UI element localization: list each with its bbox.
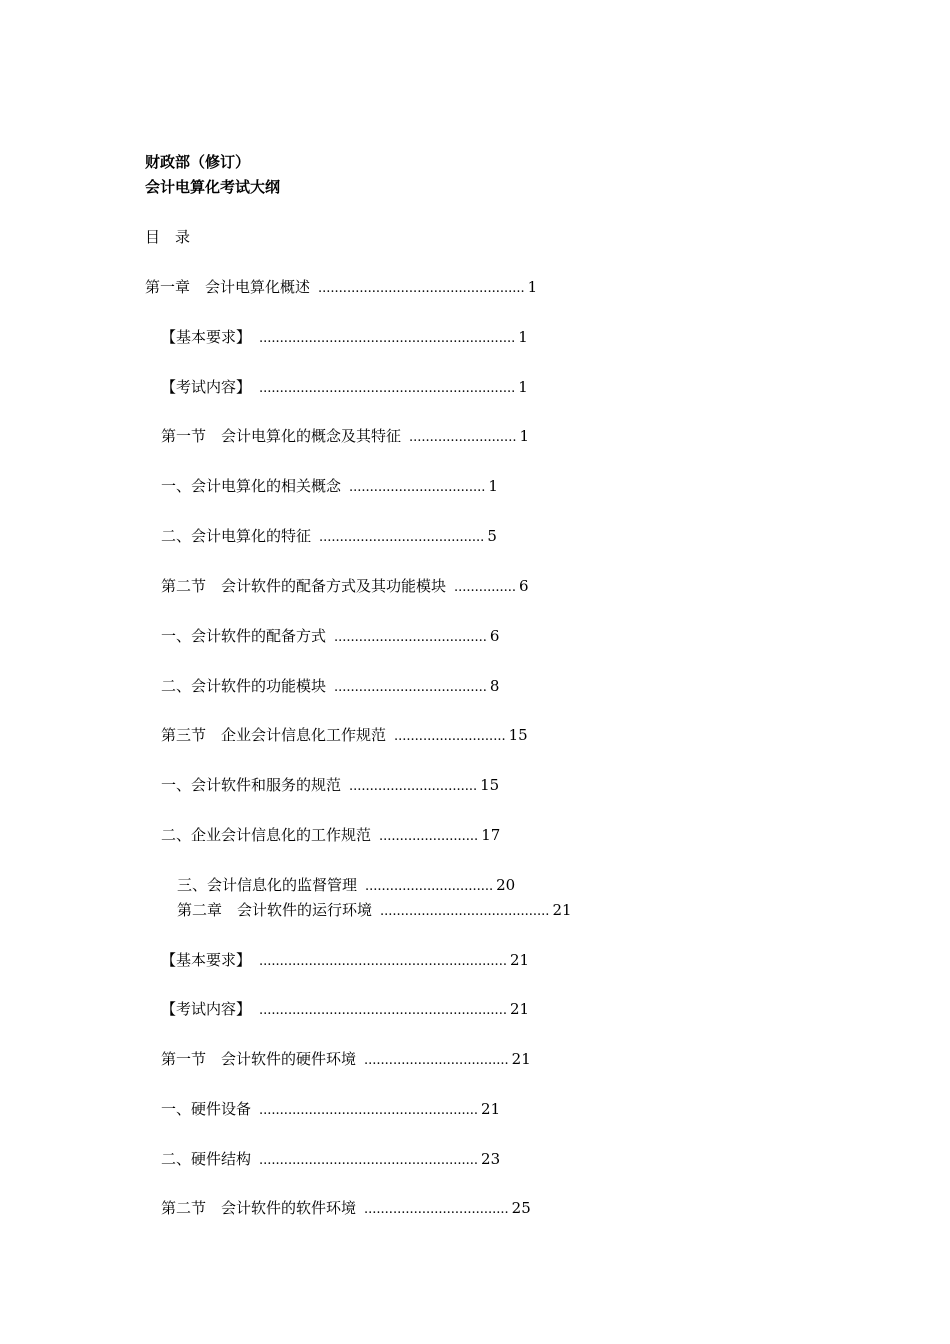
toc-leader-dots: ........................... [394, 729, 506, 744]
toc-entry-section[interactable] [161, 1049, 531, 1071]
toc-entry-chapter[interactable] [145, 277, 537, 299]
toc-entry-section[interactable] [161, 725, 528, 747]
toc-entry-label: 一、会计软件的配备方式 [161, 627, 327, 645]
toc-leader-dots: ............................... [365, 879, 494, 894]
toc-leader-dots: ............... [454, 580, 517, 595]
toc-entry-subsection[interactable] [161, 1149, 500, 1171]
toc-leader-dots: ................................... [364, 1053, 509, 1068]
toc-entry-label: 一、硬件设备 [161, 1100, 252, 1118]
toc-entry-label: 【考试内容】 [161, 1000, 252, 1018]
toc-entry-requirements[interactable] [161, 950, 529, 972]
toc-entry-section[interactable] [161, 1198, 531, 1220]
toc-page-number: 5 [487, 527, 497, 545]
toc-page-number: 6 [519, 577, 529, 595]
toc-entry-label: 【基本要求】 [161, 951, 252, 969]
toc-entry-label: 第三节 企业会计信息化工作规范 [161, 726, 387, 744]
toc-page-number: 21 [509, 1000, 530, 1018]
toc-page-number: 15 [480, 776, 500, 794]
toc-entry-label: 二、会计电算化的特征 [161, 527, 312, 545]
toc-page-number: 1 [519, 427, 530, 445]
toc-entry-label: 一、会计电算化的相关概念 [161, 477, 342, 495]
toc-leader-dots: ................................... [364, 1202, 509, 1217]
toc-leader-dots: ............................................................ [259, 954, 507, 969]
toc-leader-dots: ..................................... [334, 630, 487, 645]
toc-page-number: 6 [489, 627, 500, 645]
toc-leader-dots: .................................................. [318, 281, 525, 296]
toc-page-number: 1 [488, 477, 498, 495]
toc-entry-subsection[interactable] [161, 626, 499, 648]
document-title: 会计电算化考试大纲 [145, 178, 281, 196]
toc-heading: 目 录 [145, 228, 191, 246]
toc-entry-section[interactable] [161, 426, 529, 448]
toc-entry-label: 第二章 会计软件的运行环境 [177, 901, 373, 919]
toc-page-number: 25 [511, 1199, 531, 1217]
toc-entry-label: 第一节 会计电算化的概念及其特征 [161, 427, 402, 445]
toc-entry-label: 第一节 会计软件的硬件环境 [161, 1050, 357, 1068]
toc-page-number: 17 [481, 826, 501, 844]
toc-entry-label: 第二节 会计软件的软件环境 [161, 1199, 357, 1217]
toc-page-number: 21 [481, 1100, 501, 1118]
toc-entry-subsection[interactable] [177, 875, 515, 897]
toc-leader-dots: .......................... [409, 430, 517, 445]
toc-page-number: 1 [518, 378, 528, 396]
toc-entry-label: 二、会计软件的功能模块 [161, 677, 327, 695]
toc-entry-subsection[interactable] [161, 676, 499, 698]
toc-page-number: 23 [481, 1150, 501, 1168]
toc-entry-label: 第二节 会计软件的配备方式及其功能模块 [161, 577, 447, 595]
toc-leader-dots: .............................................................. [259, 381, 516, 396]
toc-entry-subsection[interactable] [161, 775, 499, 797]
toc-page-number: 15 [508, 726, 528, 744]
toc-entry-subsection[interactable] [161, 526, 497, 548]
toc-entry-label: 【考试内容】 [161, 378, 252, 396]
document-publisher: 财政部（修订） [145, 153, 251, 171]
toc-entry-label: 二、硬件结构 [161, 1150, 252, 1168]
toc-leader-dots: ..................................... [334, 680, 487, 695]
toc-entry-exam-content[interactable] [161, 377, 528, 399]
toc-entry-label: 三、会计信息化的监督管理 [177, 876, 358, 894]
toc-leader-dots: ........................ [379, 829, 479, 844]
toc-entry-subsection[interactable] [161, 1099, 500, 1121]
toc-page-number: 20 [496, 876, 516, 894]
toc-entry-requirements[interactable] [161, 327, 528, 349]
toc-page-number: 1 [518, 328, 528, 346]
toc-entry-label: 【基本要求】 [161, 328, 252, 346]
toc-leader-dots: ..................................................... [259, 1153, 479, 1168]
toc-leader-dots: ..................................................... [259, 1103, 479, 1118]
toc-leader-dots: ........................................ [319, 530, 485, 545]
toc-leader-dots: ............................................................ [259, 1003, 507, 1018]
toc-leader-dots: ......................................... [380, 904, 550, 919]
toc-entry-label: 第一章 会计电算化概述 [145, 278, 311, 296]
toc-entry-section[interactable] [161, 576, 529, 598]
toc-page-number: 21 [552, 901, 572, 919]
toc-page-number: 8 [489, 677, 500, 695]
toc-leader-dots: .............................................................. [259, 331, 516, 346]
toc-page-number: 21 [511, 1050, 531, 1068]
toc-leader-dots: ................................. [349, 480, 486, 495]
toc-entry-label: 二、企业会计信息化的工作规范 [161, 826, 372, 844]
toc-entry-label: 一、会计软件和服务的规范 [161, 776, 342, 794]
toc-leader-dots: ............................... [349, 779, 478, 794]
toc-entry-subsection[interactable] [161, 825, 500, 847]
toc-page-number: 21 [509, 951, 530, 969]
toc-entry-exam-content[interactable] [161, 999, 529, 1021]
toc-entry-chapter[interactable] [177, 900, 572, 922]
toc-entry-subsection[interactable] [161, 476, 498, 498]
toc-page-number: 1 [527, 278, 538, 296]
